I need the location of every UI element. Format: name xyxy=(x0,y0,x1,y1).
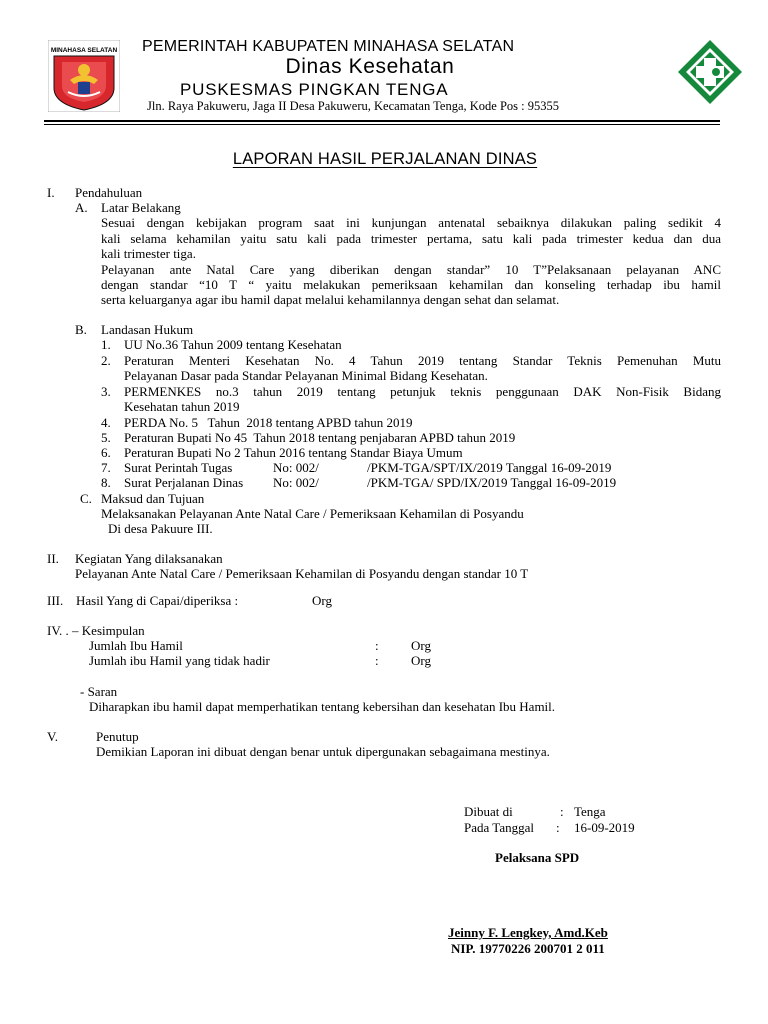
signer-name: Jeinny F. Lengkey, Amd.Keb xyxy=(448,925,608,940)
header-puskesmas-line: PUSKESMAS PINGKAN TENGA xyxy=(180,80,449,99)
section3-value: Org xyxy=(312,593,332,608)
section1b-heading: Landasan Hukum xyxy=(101,322,194,337)
purpose-line2: Di desa Pakuure III. xyxy=(108,521,213,536)
legal-item-1-text: UU No.36 Tahun 2009 tentang Kesehatan xyxy=(124,337,342,352)
section1c-letter: C. xyxy=(80,491,92,506)
section2-heading: Kegiatan Yang dilaksanakan xyxy=(75,551,223,566)
legal-item-3-text-cont: Kesehatan tahun 2019 xyxy=(124,399,240,414)
made-at-label: Dibuat di xyxy=(464,804,513,819)
made-at-colon: : xyxy=(560,804,564,819)
legal-item-4-text: PERDA No. 5 Tahun 2018 tentang APBD tahun 2019 xyxy=(124,415,413,430)
made-at-value: Tenga xyxy=(574,804,606,819)
legal-item-8-ref: /PKM-TGA/ SPD/IX/2019 Tanggal 16-09-2019 xyxy=(367,475,617,490)
legal-item-6-text: Peraturan Bupati No 2 Tahun 2016 tentang Standar Biaya Umum xyxy=(124,445,463,460)
section1-number: I. xyxy=(47,185,55,200)
header-government-line: PEMERINTAH KABUPATEN MINAHASA SELATAN xyxy=(142,38,515,55)
section5-number: V. xyxy=(47,729,58,744)
header-rule-thick xyxy=(44,120,720,122)
legal-item-5-text: Peraturan Bupati No 45 Tahun 2018 tentang penjabaran APBD tahun 2019 xyxy=(124,430,516,445)
background-para1-line2: kali selama kehamilan yaitu satu kali pada trimester pertama, satu kali pada trimester kedua dan dua xyxy=(101,231,721,246)
signer-role: Pelaksana SPD xyxy=(495,850,580,865)
section4-heading: IV. . – Kesimpulan xyxy=(47,623,145,638)
conclusion-row1-label: Jumlah Ibu Hamil xyxy=(89,638,183,653)
header-rule-thin xyxy=(44,124,720,125)
legal-item-1-number: 1. xyxy=(101,337,111,352)
section1c-heading: Maksud dan Tujuan xyxy=(101,491,205,506)
date-label: Pada Tanggal xyxy=(464,820,534,835)
section5-heading: Penutup xyxy=(96,729,139,744)
section2-number: II. xyxy=(47,551,59,566)
date-colon: : xyxy=(556,820,560,835)
section1a-letter: A. xyxy=(75,200,88,215)
legal-item-2-text-cont: Pelayanan Dasar pada Standar Pelayanan Minimal Bidang Kesehatan. xyxy=(124,368,488,383)
legal-item-8-no: No: 002/ xyxy=(273,475,319,490)
suggestion-text: Diharapkan ibu hamil dapat memperhatikan tentang kebersihan dan kesehatan Ibu Hamil. xyxy=(89,699,556,714)
legal-item-7-label: Surat Perintah Tugas xyxy=(124,460,233,475)
background-para1-line3: kali trimester tiga. xyxy=(101,246,196,261)
legal-item-6-number: 6. xyxy=(101,445,111,460)
section3-number: III. xyxy=(47,593,64,608)
suggestion-heading: - Saran xyxy=(80,684,118,699)
conclusion-row1-colon: : xyxy=(375,638,379,653)
legal-item-5-number: 5. xyxy=(101,430,111,445)
section3-heading: Hasil Yang di Capai/diperiksa : xyxy=(76,593,239,608)
legal-item-4-number: 4. xyxy=(101,415,111,430)
header-department-line xyxy=(0,55,768,79)
header-address: Jln. Raya Pakuweru, Jaga II Desa Pakuweru, Kecamatan Tenga, Kode Pos : 95355 xyxy=(147,99,559,113)
legal-item-7-no: No: 002/ xyxy=(273,460,319,475)
document-title xyxy=(0,150,768,169)
legal-item-2-number: 2. xyxy=(101,353,111,368)
section1a-heading: Latar Belakang xyxy=(101,200,181,215)
emblem-caption: MINAHASA SELATAN xyxy=(50,47,118,54)
legal-item-2-text: Peraturan Menteri Kesehatan No. 4 Tahun 2019 tentang Standar Teknis Pemenuhan Mutu xyxy=(124,353,721,368)
legal-item-8-label: Surat Perjalanan Dinas xyxy=(124,475,244,490)
date-value: 16-09-2019 xyxy=(574,820,635,835)
conclusion-row2-value: Org xyxy=(411,653,431,668)
background-para2-line1: Pelayanan ante Natal Care yang diberikan dengan standar” 10 T”Pelaksanaan pelayanan ANC xyxy=(101,262,721,277)
legal-item-7-number: 7. xyxy=(101,460,111,475)
legal-item-3-number: 3. xyxy=(101,384,111,399)
document-title-text: LAPORAN HASIL PERJALANAN DINAS xyxy=(232,150,538,168)
puskesmas-cross-logo xyxy=(676,38,744,106)
conclusion-row2-colon: : xyxy=(375,653,379,668)
conclusion-row2-label: Jumlah ibu Hamil yang tidak hadir xyxy=(89,653,270,668)
section1b-letter: B. xyxy=(75,322,87,337)
purpose-line1: Melaksanakan Pelayanan Ante Natal Care / Pemeriksaan Kehamilan di Posyandu xyxy=(101,506,524,521)
signer-nip: NIP. 19770226 200701 2 011 xyxy=(451,941,605,956)
header-department-text: Dinas Kesehatan xyxy=(285,55,455,78)
background-para2-line3: serta keluarganya agar ibu hamil dapat melalui kehamilannya dengan sehat dan selamat. xyxy=(101,292,560,307)
legal-item-7-ref: /PKM-TGA/SPT/IX/2019 Tanggal 16-09-2019 xyxy=(367,460,612,475)
closing-text: Demikian Laporan ini dibuat dengan benar untuk dipergunakan sebagaimana mestinya. xyxy=(96,744,550,759)
section2-text: Pelayanan Ante Natal Care / Pemeriksaan Kehamilan di Posyandu dengan standar 10 T xyxy=(75,566,529,581)
conclusion-row1-value: Org xyxy=(411,638,431,653)
legal-item-3-text: PERMENKES no.3 tahun 2019 tentang petunjuk teknis penggunaan DAK Non-Fisik Bidang xyxy=(124,384,721,399)
section1-heading: Pendahuluan xyxy=(75,185,143,200)
background-para2-line2: dengan standar “10 T “ yaitu melakukan pemeriksaan kehamilan dan konseling terhadap ibu hamil xyxy=(101,277,721,292)
legal-item-8-number: 8. xyxy=(101,475,111,490)
background-para1-line1: Sesuai dengan kebijakan program saat ini kunjungan antenatal sebaiknya dilakukan paling sedikit 4 xyxy=(101,215,721,230)
